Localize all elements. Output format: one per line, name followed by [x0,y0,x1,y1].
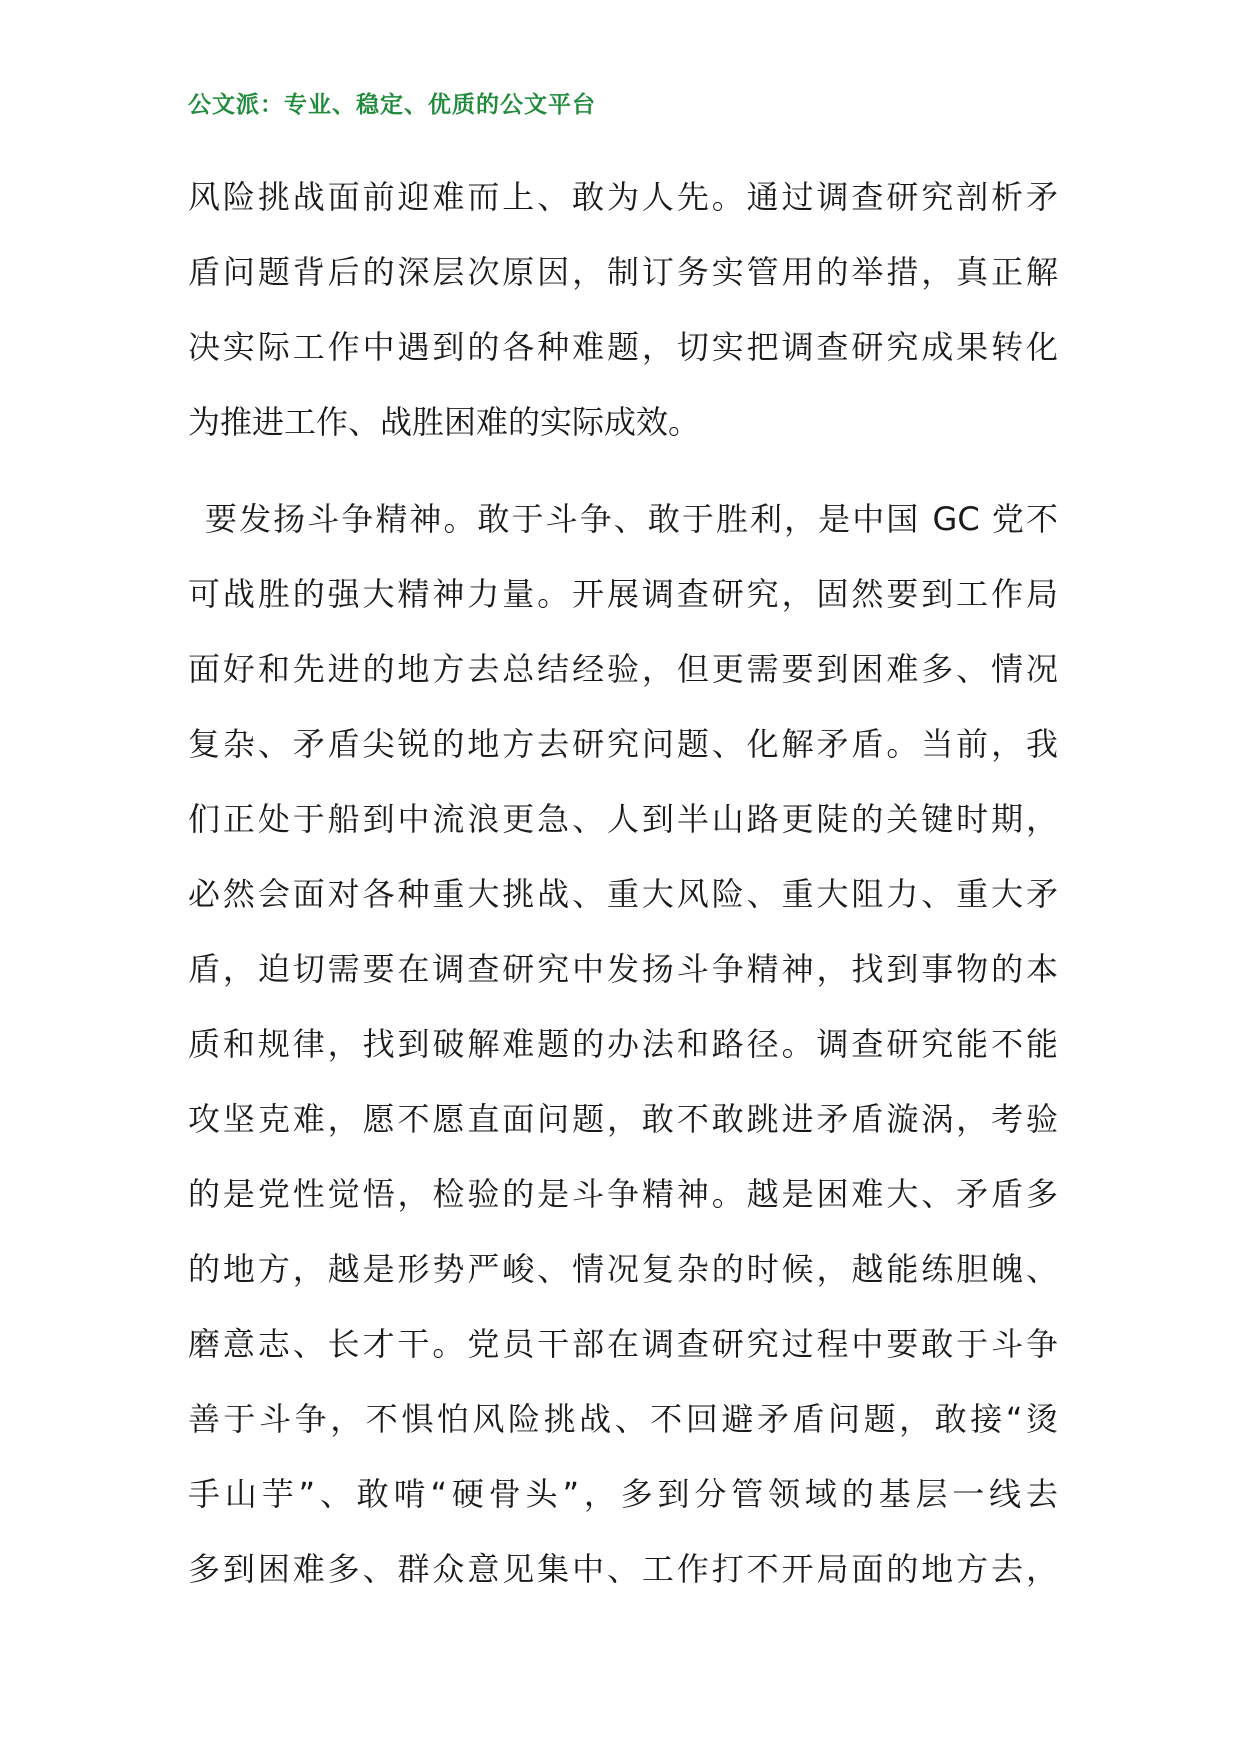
paragraph-spacer [188,460,1058,482]
paragraph-2-line: 必然会面对各种重大挑战、重大风险、重大阻力、重大矛 [188,875,1058,913]
paragraph-2-line: 们正处于船到中流浪更急、人到半山路更陡的关键时期， [188,800,1058,838]
paragraph-2-line: 攻坚克难，愿不愿直面问题，敢不敢跳进矛盾漩涡，考验 [188,1100,1058,1138]
paragraph-2-line: 善于斗争，不惧怕风险挑战、不回避矛盾问题，敢接“烫 [188,1400,1058,1438]
paragraph-1-line: 风险挑战面前迎难而上、敢为人先。通过调查研究剖析矛 [188,178,1058,216]
paragraph-2-line: 盾，迫切需要在调查研究中发扬斗争精神，找到事物的本 [188,950,1058,988]
paragraph-2-line: 要发扬斗争精神。敢于斗争、敢于胜利，是中国 GC 党不 [205,500,1058,538]
paragraph-2-line: 可战胜的强大精神力量。开展调查研究，固然要到工作局 [188,575,1058,613]
paragraph-1-line: 为推进工作、战胜困难的实际成效。 [188,403,701,441]
paragraph-2-line: 的是党性觉悟，检验的是斗争精神。越是困难大、矛盾多 [188,1175,1058,1213]
paragraph-2-line: 的地方，越是形势严峻、情况复杂的时候，越能练胆魄、 [188,1250,1058,1288]
paragraph-2-line: 复杂、矛盾尖锐的地方去研究问题、化解矛盾。当前，我 [188,725,1058,763]
paragraph-1-line: 盾问题背后的深层次原因，制订务实管用的举措，真正解 [188,253,1058,291]
body-text [188,160,1058,1607]
paragraph-2-line: 手山芋”、敢啃“硬骨头”，多到分管领域的基层一线去 [188,1475,1058,1513]
paragraph-2-line: 面好和先进的地方去总结经验，但更需要到困难多、情况 [188,650,1058,688]
header-title: 公文派：专业、稳定、优质的公文平台 [188,91,596,118]
paragraph-2-line: 磨意志、长才干。党员干部在调查研究过程中要敢于斗争 [188,1325,1058,1363]
paragraph-1-line: 决实际工作中遇到的各种难题，切实把调查研究成果转化 [188,328,1058,366]
paragraph-2-line: 多到困难多、群众意见集中、工作打不开局面的地方去， [188,1550,1058,1588]
paragraph-2-line: 质和规律，找到破解难题的办法和路径。调查研究能不能 [188,1025,1058,1063]
